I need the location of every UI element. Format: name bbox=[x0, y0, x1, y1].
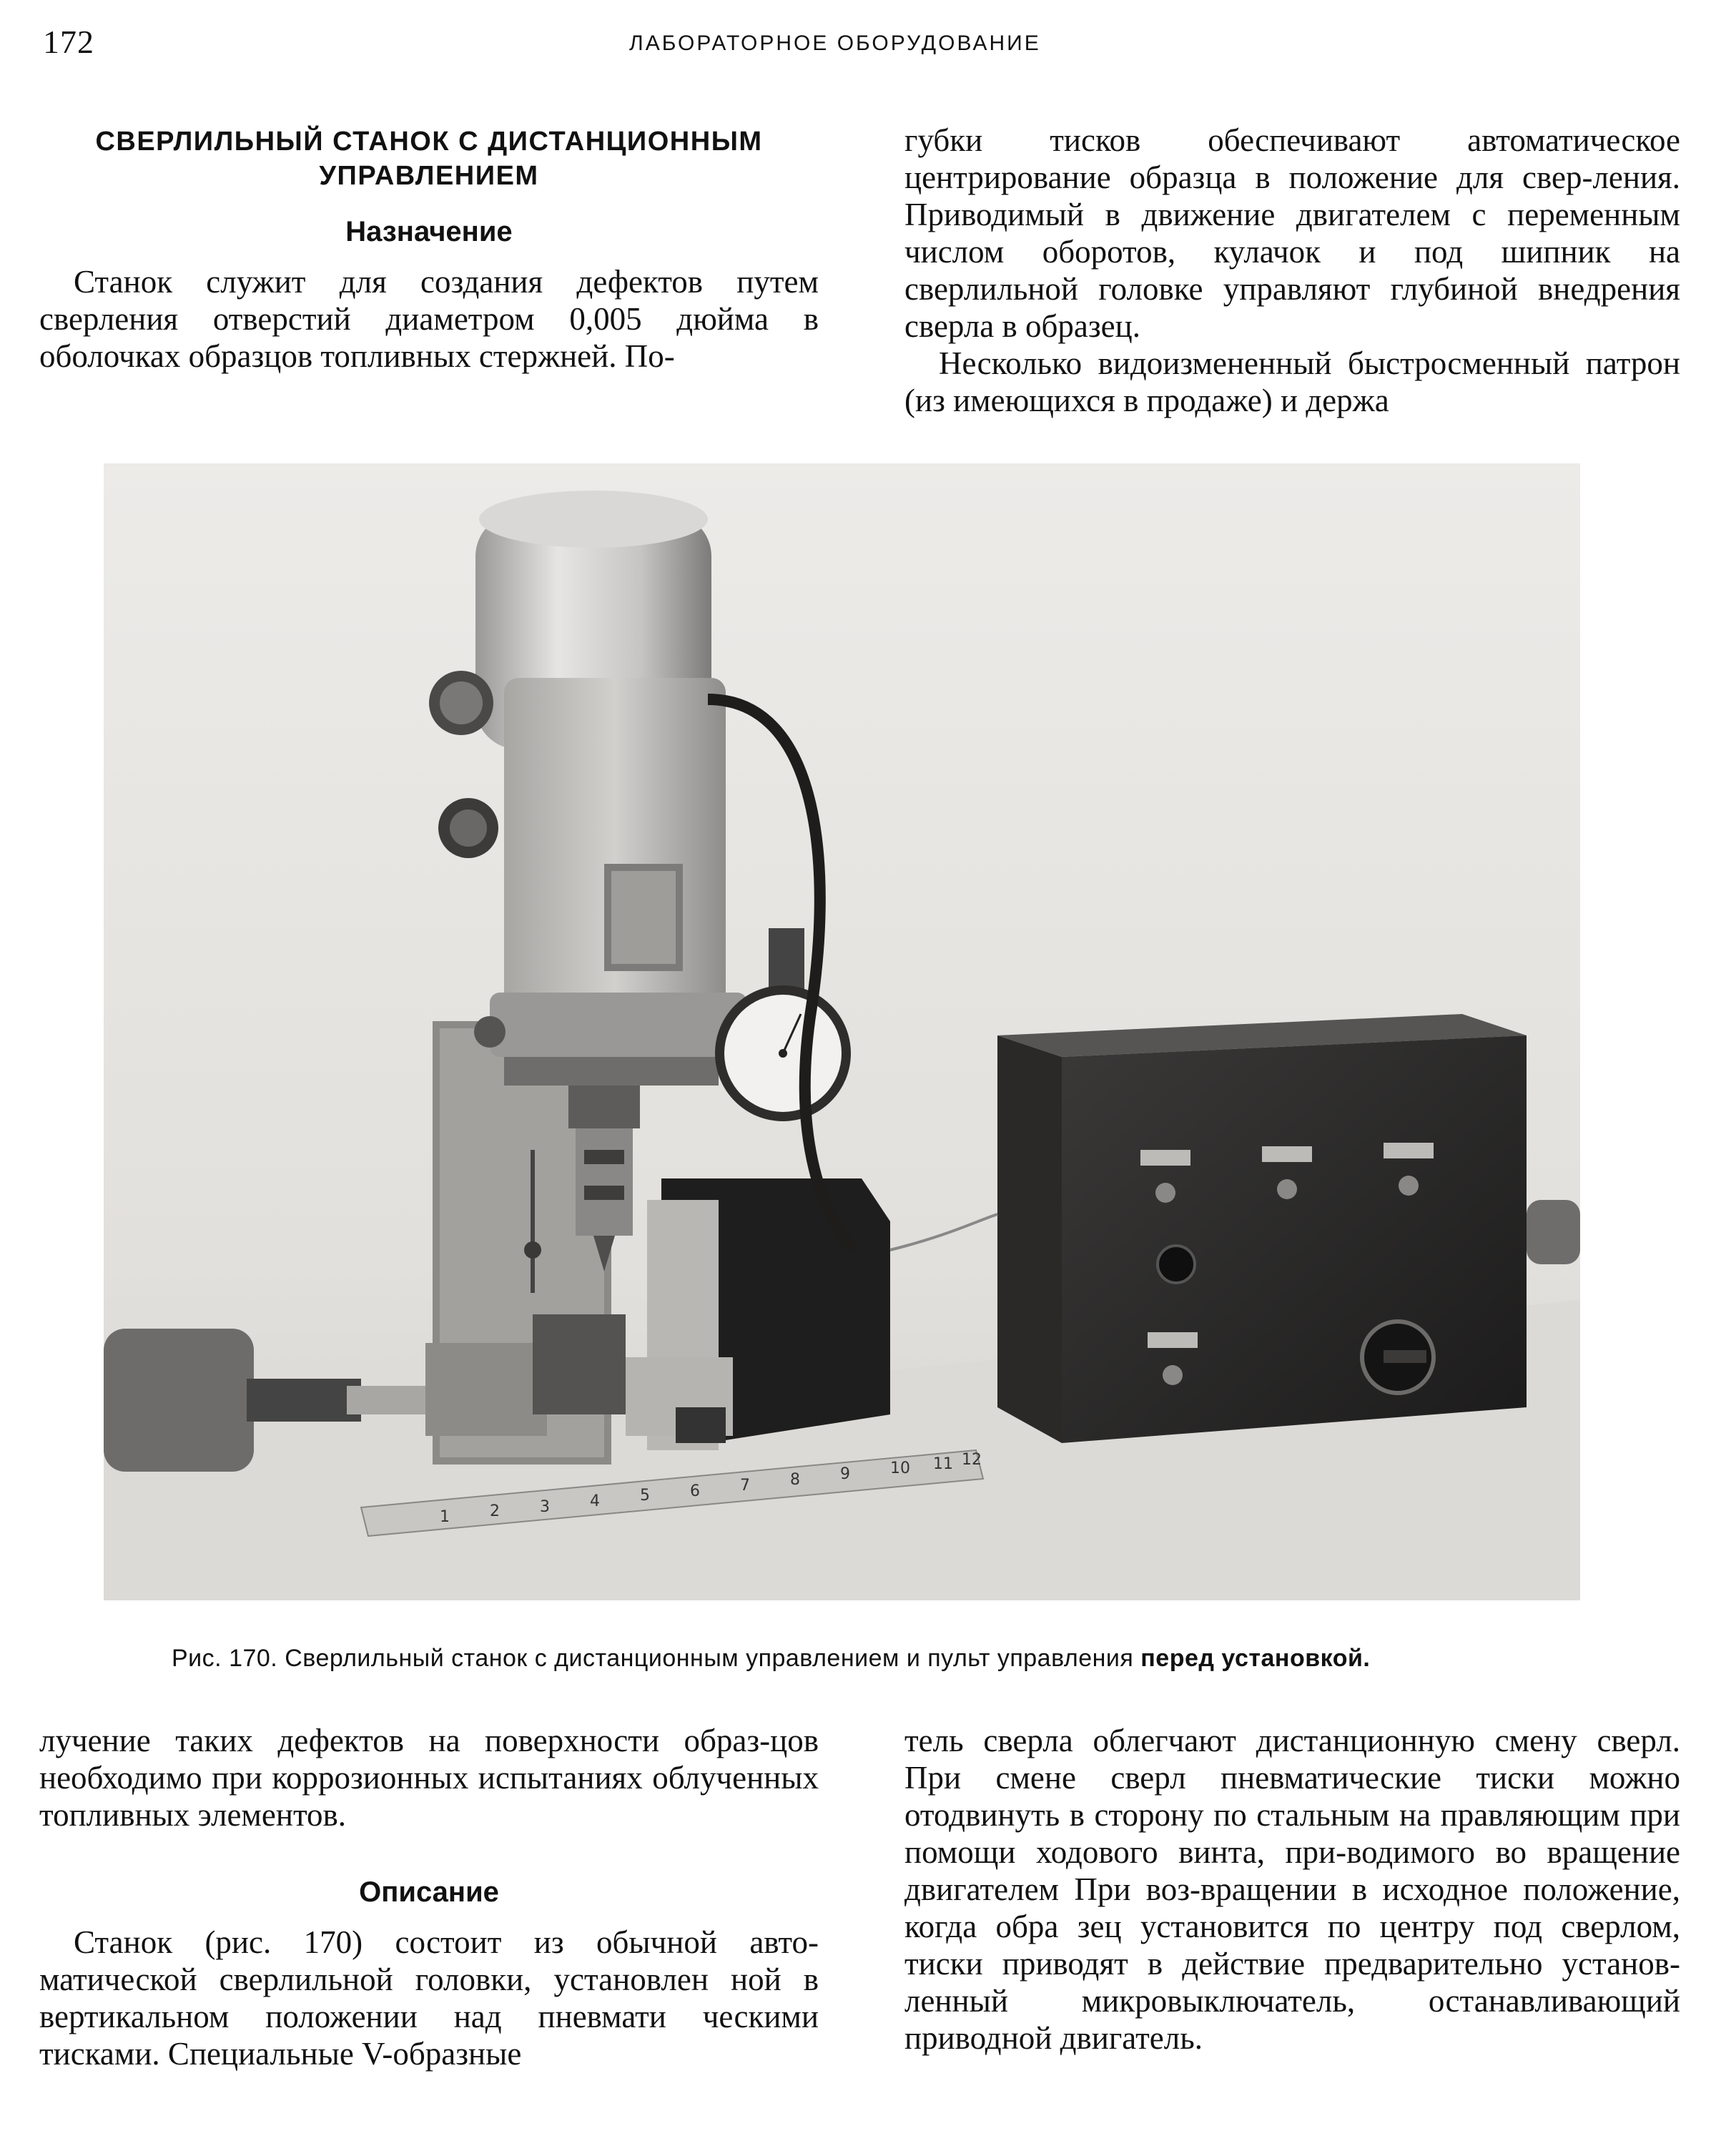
ruler-mark: 5 bbox=[640, 1487, 650, 1505]
left-column-bottom bbox=[39, 1722, 819, 2072]
ruler-mark: 12 bbox=[962, 1451, 982, 1469]
article-title bbox=[39, 124, 819, 193]
drilling-machine-illustration bbox=[104, 463, 1580, 1600]
figure-photo bbox=[104, 463, 1580, 1600]
running-head: ЛАБОРАТОРНОЕ ОБОРУДОВАНИЕ bbox=[629, 31, 1041, 55]
ruler-mark: 7 bbox=[740, 1477, 750, 1495]
ruler-mark: 8 bbox=[790, 1471, 800, 1489]
caption-bold: перед установкой. bbox=[1140, 1645, 1371, 1672]
right-column-top bbox=[904, 122, 1680, 419]
ruler-mark: 11 bbox=[933, 1455, 953, 1473]
left-column-top bbox=[39, 122, 819, 375]
right-bottom-paragraph: тель сверла облегчают дистанционную смену сверл. При смене сверл пневматические тиски можно отодвинуть в сторону по стальным на правляющим при помощи ходового винта, при-водимого во вращение двигателем При воз-вращении в исходное положение, когда обра зец установится по центру под сверлом, тиски приводят в действие предварительно установ-ленный микровыключатель, останавливающий приводной двигатель. bbox=[904, 1723, 1680, 2056]
ruler-mark: 2 bbox=[490, 1502, 500, 1520]
right-top-paragraph-2: Несколько видоизмененный быстросменный патрон (из имеющихся в продаже) и держа bbox=[904, 345, 1680, 418]
section-heading-purpose: Назначение bbox=[345, 216, 513, 247]
ruler-mark: 10 bbox=[890, 1460, 910, 1477]
ruler-mark: 4 bbox=[590, 1492, 600, 1510]
right-column-bottom bbox=[904, 1722, 1680, 2057]
article-title-line1: СВЕРЛИЛЬНЫЙ СТАНОК С ДИСТАНЦИОННЫМ bbox=[95, 127, 763, 157]
caption-prefix: Рис. 170. bbox=[172, 1645, 278, 1672]
right-top-paragraph-1: губки тисков обеспечивают автоматическое центрирование образца в положение для свер-ления. Приводимый в движение двигателем с переменным числом оборотов, кулачок и под шипник на сверлильной головке управляют глубиной внедрения сверла в образец. bbox=[904, 122, 1680, 344]
description-paragraph: Станок (рис. 170) состоит из обычной авто-матической сверлильной головки, установлен ной в вертикальном положении над пневмати ческими тисками. Специальные V-образные bbox=[39, 1924, 819, 2072]
left-bottom-paragraph: лучение таких дефектов на поверхности образ-цов необходимо при коррозионных испытаниях облученных топливных элементов. bbox=[39, 1723, 819, 1833]
section-heading-description: Описание bbox=[359, 1876, 499, 1908]
figure-caption bbox=[172, 1645, 1602, 1673]
ruler-mark: 3 bbox=[540, 1498, 550, 1516]
ruler-mark: 9 bbox=[840, 1465, 850, 1483]
page-number: 172 bbox=[43, 24, 94, 60]
ruler-mark: 6 bbox=[690, 1482, 700, 1500]
caption-text: Сверлильный станок с дистанционным управлением и пульт управления bbox=[285, 1645, 1134, 1672]
ruler-mark: 1 bbox=[440, 1508, 450, 1526]
article-title-line2: УПРАВЛЕНИЕМ bbox=[319, 161, 539, 191]
purpose-paragraph: Станок служит для создания дефектов путем сверления отверстий диаметром 0,005 дюйма в оболочках образцов топливных стержней. По- bbox=[39, 264, 819, 374]
